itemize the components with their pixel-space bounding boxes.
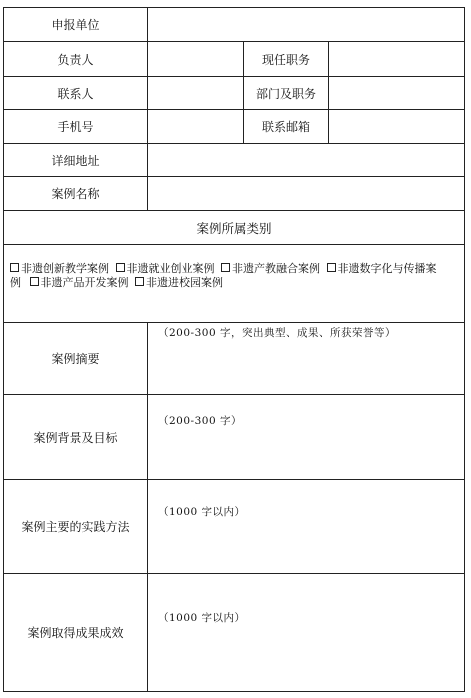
category-title-cell — [3, 210, 465, 245]
category-options-line-2 — [10, 276, 458, 290]
category-option-campus[interactable]: 非遗进校园案例 — [135, 276, 223, 289]
address-label: 详细地址 — [51, 153, 100, 168]
background-note: （200-300 字） — [158, 415, 242, 427]
email-label: 联系邮箱 — [261, 120, 310, 134]
unit-label: 申报单位 — [51, 18, 100, 32]
category-options-cell — [3, 244, 465, 323]
background-value-field[interactable] — [147, 394, 465, 480]
phone-label: 手机号 — [57, 120, 94, 134]
address-label-cell — [3, 143, 148, 177]
results-label-cell — [3, 573, 148, 692]
address-value-field[interactable] — [147, 143, 465, 177]
background-label: 案例背景及目标 — [33, 430, 118, 445]
leader-value-field[interactable] — [147, 41, 244, 77]
category-options-line-1 — [10, 262, 458, 276]
checkbox-icon[interactable] — [116, 263, 125, 272]
email-value-field[interactable] — [328, 109, 465, 144]
leader-label-cell — [3, 41, 148, 77]
category-option-digital-cont: 例 — [10, 276, 21, 289]
email-label-cell — [243, 109, 329, 144]
category-option-industry-education[interactable]: 非遗产教融合案例 — [221, 262, 320, 275]
position-label: 现任职务 — [261, 52, 310, 67]
checkbox-icon[interactable] — [221, 263, 230, 272]
dept-label: 部门及职务 — [255, 86, 316, 101]
contact-label-cell — [3, 76, 148, 110]
checkbox-icon[interactable] — [327, 263, 336, 272]
position-label-cell — [243, 41, 329, 77]
abstract-label: 案例摘要 — [51, 352, 100, 366]
case-name-label: 案例名称 — [51, 187, 100, 201]
category-option-teaching[interactable]: 非遗创新教学案例 — [10, 262, 109, 275]
results-value-field[interactable] — [147, 573, 465, 692]
contact-label: 联系人 — [57, 86, 94, 101]
category-title: 案例所属类别 — [196, 220, 272, 236]
phone-label-cell — [3, 109, 148, 144]
category-option-digital[interactable]: 非遗数字化与传播案 — [327, 262, 437, 275]
results-note: （1000 字以内） — [158, 612, 246, 624]
case-name-value-field[interactable] — [147, 176, 465, 211]
category-option-product[interactable]: 非遗产品开发案例 — [30, 276, 129, 289]
category-option-employment[interactable]: 非遗就业创业案例 — [116, 262, 215, 275]
background-label-cell — [3, 394, 148, 480]
contact-value-field[interactable] — [147, 76, 244, 110]
unit-label-cell — [3, 7, 148, 42]
method-value-field[interactable] — [147, 479, 465, 574]
abstract-note: （200-300 字，突出典型、成果、所获荣誉等） — [158, 327, 396, 339]
method-label-cell — [3, 479, 148, 574]
unit-value-field[interactable] — [147, 7, 465, 42]
checkbox-icon[interactable] — [30, 277, 39, 286]
phone-value-field[interactable] — [147, 109, 244, 144]
case-name-label-cell — [3, 176, 148, 211]
results-label: 案例取得成果成效 — [27, 626, 124, 640]
method-label: 案例主要的实践方法 — [21, 520, 130, 534]
position-value-field[interactable] — [328, 41, 465, 77]
dept-label-cell — [243, 76, 329, 110]
dept-value-field[interactable] — [328, 76, 465, 110]
method-note: （1000 字以内） — [158, 506, 246, 518]
leader-label: 负责人 — [57, 52, 94, 67]
checkbox-icon[interactable] — [10, 263, 19, 272]
abstract-label-cell — [3, 322, 148, 395]
checkbox-icon[interactable] — [135, 277, 144, 286]
abstract-value-field[interactable] — [147, 322, 465, 395]
application-form-table — [3, 7, 465, 692]
